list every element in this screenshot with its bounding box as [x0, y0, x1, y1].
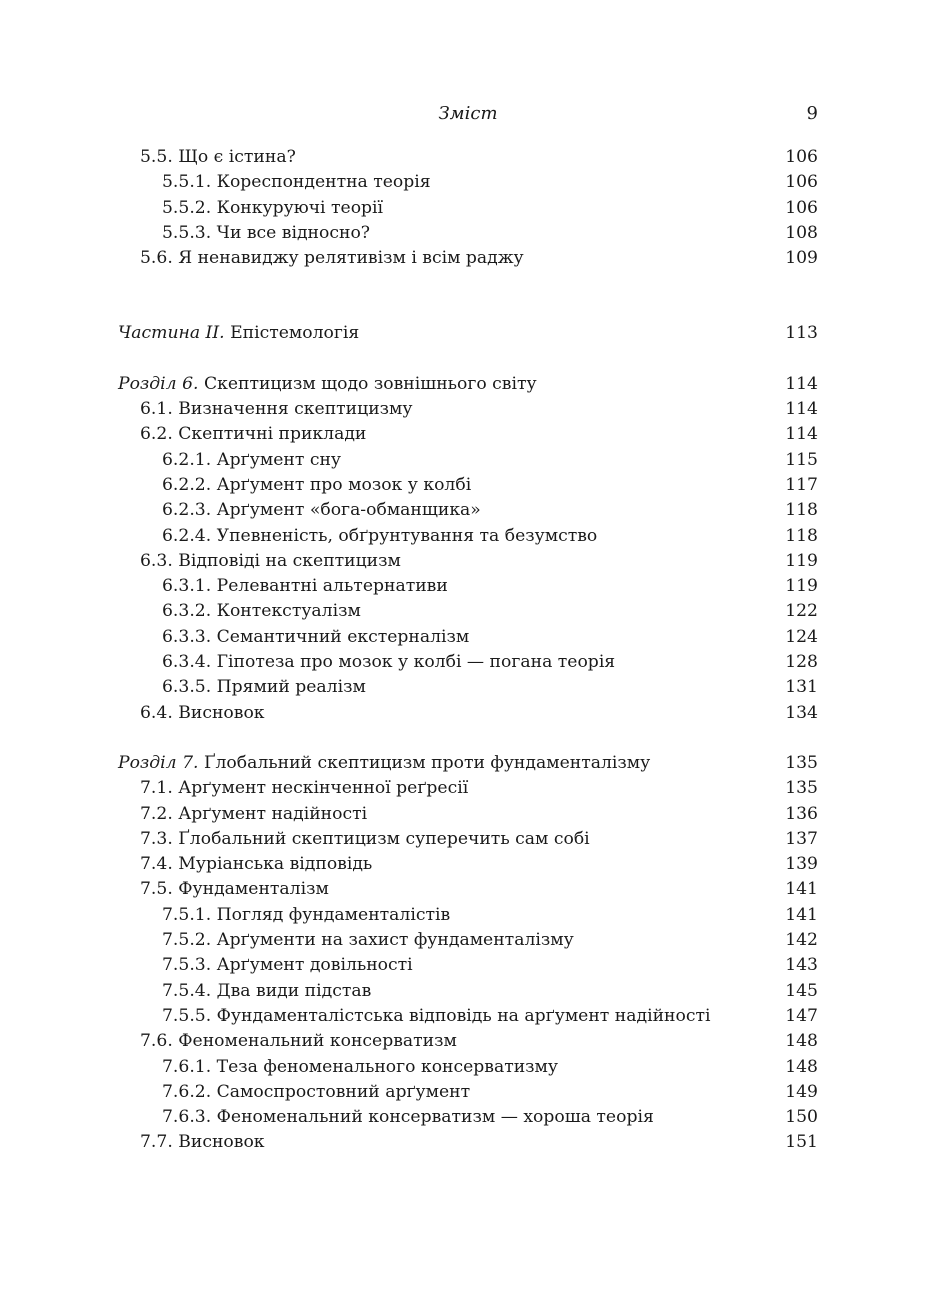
toc-entry	[118, 448, 818, 473]
toc-entry	[118, 246, 818, 271]
toc-entry	[118, 1055, 818, 1080]
toc-entry-title: 6.2.4. Упевненість, обґрунтування та безумство	[162, 525, 598, 546]
toc-entry-page: 141	[785, 879, 818, 900]
toc-entry	[118, 221, 818, 246]
toc-entry-page: 118	[785, 500, 818, 521]
toc-entry-title: 7.1. Арґумент нескінченної реґресії	[140, 778, 469, 799]
toc-entry-page: 119	[785, 550, 818, 571]
spacer	[118, 726, 818, 751]
toc-entry-title: 5.5. Що є істина?	[140, 147, 296, 167]
toc-entry-page: 122	[785, 601, 818, 622]
toc-entry	[118, 1130, 818, 1155]
toc-entry-page: 115	[785, 449, 818, 470]
toc-entry-page: 151	[785, 1132, 818, 1153]
toc-entry-page: 106	[785, 147, 818, 167]
toc-entry-title: 6.3.3. Семантичний екстерналізм	[162, 626, 470, 647]
chapter-6-entries	[118, 397, 818, 726]
toc-entry-page: 148	[785, 1031, 818, 1052]
toc-entry	[118, 1105, 818, 1130]
toc-entry-title: 6.1. Визначення скептицизму	[140, 399, 413, 420]
toc-entry-title: 5.5.1. Кореспондентна теорія	[162, 172, 431, 193]
toc-entry	[118, 473, 818, 498]
toc-entry	[118, 498, 818, 523]
table-of-contents	[118, 145, 818, 1156]
running-title: Зміст	[438, 103, 498, 124]
toc-entry	[118, 1029, 818, 1054]
toc-entry-title: 7.5.5. Фундаменталістська відповідь на арґумент надійності	[162, 1005, 711, 1026]
toc-entry-page: 124	[785, 626, 818, 647]
toc-entry-title: 7.5.4. Два види підстав	[162, 980, 372, 1001]
toc-entry-title: 7.4. Муріанська відповідь	[140, 854, 373, 875]
toc-entry-title: 6.3.1. Релевантні альтернативи	[162, 576, 448, 597]
toc-entry-title: 5.5.3. Чи все відносно?	[162, 222, 371, 243]
toc-entry-page: 139	[785, 854, 818, 875]
toc-entry-page: 134	[785, 702, 818, 723]
toc-entry	[118, 953, 818, 978]
toc-entry	[118, 524, 818, 549]
toc-entry-page: 136	[785, 803, 818, 824]
toc-entry-page: 117	[785, 474, 818, 495]
chapter-title: Ґлобальний скептицизм проти фундаменталізму	[198, 752, 651, 773]
toc-entry	[118, 928, 818, 953]
toc-entry	[118, 701, 818, 726]
toc-entry	[118, 675, 818, 700]
toc-entry-title: 6.2. Скептичні приклади	[140, 424, 367, 445]
toc-entry	[118, 599, 818, 624]
spacer	[118, 271, 818, 321]
chapter-title: Скептицизм щодо зовнішнього світу	[198, 373, 537, 394]
toc-entry-title: 6.2.3. Арґумент «бога-обманщика»	[162, 500, 481, 521]
toc-entry	[118, 196, 818, 221]
toc-entry-title: 6.3.4. Гіпотеза про мозок у колбі — погана теорія	[162, 652, 616, 673]
toc-part-heading	[118, 321, 818, 346]
toc-entry-page: 148	[785, 1056, 818, 1077]
spacer	[118, 347, 818, 372]
toc-entry-title: 6.4. Висновок	[140, 702, 265, 723]
toc-entry-title: 6.2.2. Арґумент про мозок у колбі	[162, 474, 472, 495]
toc-entry	[118, 1004, 818, 1029]
toc-entry-title: 7.6. Феноменальний консерватизм	[140, 1031, 457, 1052]
toc-entry-page: 113	[785, 323, 818, 344]
part-prefix: Частина ІІ.	[118, 323, 225, 344]
toc-entry-title: 7.5.3. Арґумент довільності	[162, 955, 413, 976]
toc-entry-page: 114	[785, 373, 818, 394]
toc-entry	[118, 625, 818, 650]
toc-entry	[118, 802, 818, 827]
toc-entry-page: 150	[785, 1107, 818, 1128]
toc-entry-page: 128	[785, 652, 818, 673]
toc-entry	[118, 1080, 818, 1105]
toc-entry-title: 7.5. Фундаменталізм	[140, 879, 329, 900]
toc-entry-page: 118	[785, 525, 818, 546]
toc-entry-title: 7.6.1. Теза феноменального консерватизму	[162, 1056, 559, 1077]
toc-entry-page: 119	[785, 576, 818, 597]
toc-entry-title: 6.3. Відповіді на скептицизм	[140, 550, 401, 571]
toc-entry-title: 7.7. Висновок	[140, 1132, 265, 1153]
toc-entry-page: 131	[785, 677, 818, 698]
part-title: Епістемологія	[224, 323, 360, 344]
chapter-prefix: Розділ 7.	[118, 752, 199, 773]
toc-entry-title: 7.6.3. Феноменальний консерватизм — хороша теорія	[162, 1107, 654, 1128]
toc-entry-title: 5.6. Я ненавиджу релятивізм і всім раджу	[140, 248, 524, 269]
toc-entry-page: 149	[785, 1081, 818, 1102]
toc-entry	[118, 397, 818, 422]
toc-entry-title: 7.5.2. Арґументи на захист фундаменталізму	[162, 930, 574, 951]
toc-entry-title: 6.3.5. Прямий реалізм	[162, 677, 366, 698]
toc-entry	[118, 852, 818, 877]
toc-entry-title: 5.5.2. Конкуруючі теорії	[162, 197, 384, 218]
chapter-7-entries	[118, 776, 818, 1155]
toc-entry-title: 7.3. Ґлобальний скептицизм суперечить сам собі	[140, 828, 590, 849]
toc-entry	[118, 877, 818, 902]
toc-entry-page: 141	[785, 904, 818, 925]
toc-entry-page: 147	[785, 1005, 818, 1026]
toc-entry-page: 137	[785, 828, 818, 849]
toc-entry-page: 114	[785, 424, 818, 445]
toc-entry	[118, 422, 818, 447]
toc-entry	[118, 574, 818, 599]
toc-entry	[118, 145, 818, 170]
toc-entry	[118, 979, 818, 1004]
chapter-prefix: Розділ 6.	[118, 373, 199, 394]
toc-entry-title: 7.6.2. Самоспростовний арґумент	[162, 1081, 471, 1102]
toc-entry-title: 6.2.1. Арґумент сну	[162, 449, 342, 470]
toc-entry	[118, 170, 818, 195]
toc-entry	[118, 776, 818, 801]
toc-entry-page: 114	[785, 399, 818, 420]
toc-entry-page: 145	[785, 980, 818, 1001]
toc-entry-page: 135	[785, 752, 818, 773]
toc-entry	[118, 827, 818, 852]
toc-entry	[118, 650, 818, 675]
toc-entry-title: 6.3.2. Контекстуалізм	[162, 601, 361, 622]
toc-entry-page: 143	[785, 955, 818, 976]
toc-entry	[118, 903, 818, 928]
toc-entry	[118, 549, 818, 574]
page-number: 9	[806, 103, 818, 124]
toc-chapter-heading	[118, 751, 818, 776]
toc-entry-page: 108	[785, 222, 818, 243]
toc-entry-title: 7.5.1. Погляд фундаменталістів	[162, 904, 451, 925]
toc-entry-page: 135	[785, 778, 818, 799]
toc-entry-page: 106	[785, 197, 818, 218]
running-head	[118, 101, 818, 127]
toc-entry-page: 142	[785, 930, 818, 951]
toc-entry-title: 7.2. Арґумент надійності	[140, 803, 368, 824]
toc-chapter-heading	[118, 372, 818, 397]
toc-entry-page: 109	[785, 248, 818, 269]
toc-entry-page: 106	[785, 172, 818, 193]
